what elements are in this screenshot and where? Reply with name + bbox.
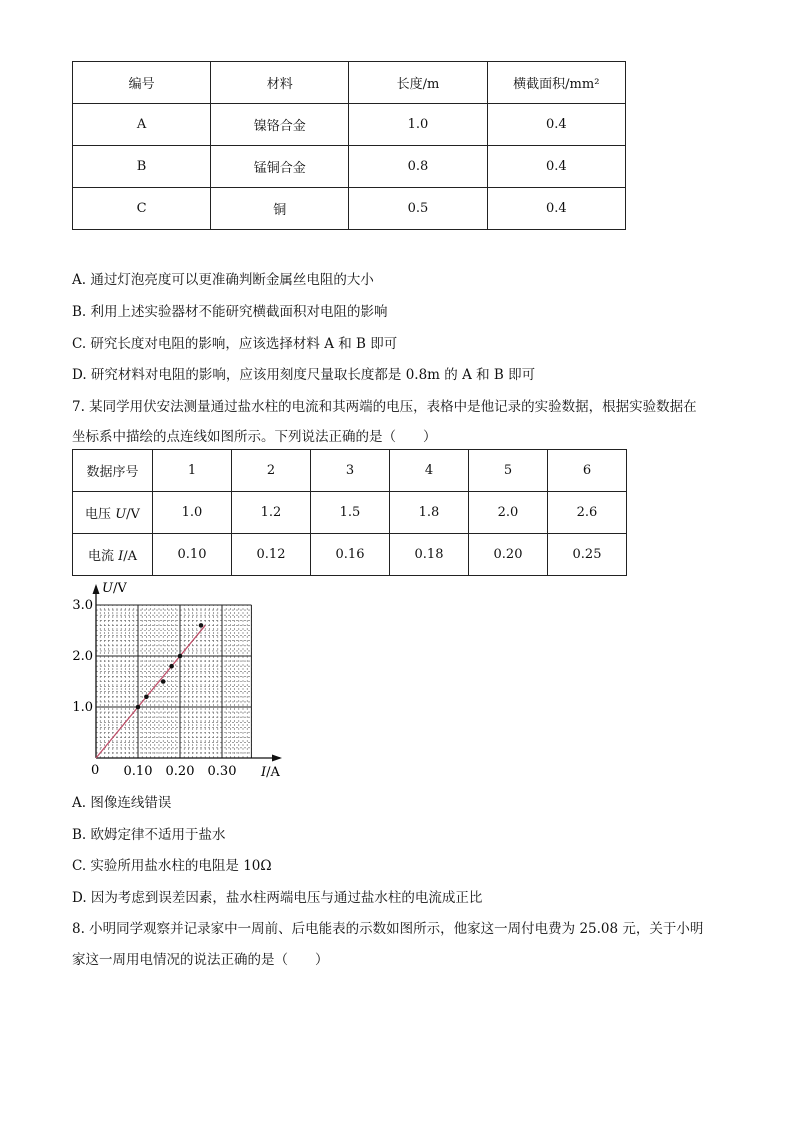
table-cell: 6: [548, 450, 627, 492]
x-tick-label: 0.30: [207, 764, 237, 779]
q7-option-c: C. 实验所用盐水柱的电阻是 10Ω: [72, 858, 272, 874]
table-cell: 0.10: [153, 534, 232, 576]
table-row: [73, 188, 626, 230]
q7-option-a: A. 图像连线错误: [72, 795, 172, 811]
table-cell: 0.4: [487, 104, 625, 146]
x-tick-label: 0.20: [165, 764, 195, 779]
table-row: [73, 534, 627, 576]
q7-option-b: B. 欧姆定律不适用于盐水: [72, 827, 226, 843]
table-row: [73, 104, 626, 146]
label-text: 电压: [85, 507, 116, 522]
table-cell: 0.25: [548, 534, 627, 576]
q7-stem-line1: 7. 某同学用伏安法测量通过盐水柱的电流和其两端的电压，表格中是他记录的实验数据，根据实验数据在: [72, 399, 697, 415]
grid-minor: [96, 605, 251, 758]
label-unit: /V: [126, 507, 140, 522]
row-label: [73, 492, 153, 534]
table-cell: 0.18: [390, 534, 469, 576]
q6-option-a: A. 通过灯泡亮度可以更准确判断金属丝电阻的大小: [72, 272, 374, 288]
table-cell: 5: [469, 450, 548, 492]
label-unit: /A: [123, 549, 138, 564]
q6-option-b: B. 利用上述实验器材不能研究横截面积对电阻的影响: [72, 304, 388, 320]
label-text: 电流: [87, 549, 119, 564]
table-header: 长度/m: [349, 62, 487, 104]
table-header: 横截面积/mm²: [487, 62, 625, 104]
table-cell: C: [73, 188, 211, 230]
table-cell: 1.5: [311, 492, 390, 534]
label-var: I: [118, 549, 124, 564]
x-axis-label: I/A: [261, 765, 280, 780]
table-cell: 1.8: [390, 492, 469, 534]
table-row: [73, 146, 626, 188]
y-tick-label: 1.0: [72, 700, 93, 715]
q6-option-c: C. 研究长度对电阻的影响，应该选择材料 A 和 B 即可: [72, 336, 398, 352]
table-cell: 0.5: [349, 188, 487, 230]
data-point: [136, 705, 141, 710]
table-cell: 镍铬合金: [211, 104, 349, 146]
table-cell: 2: [232, 450, 311, 492]
table-cell: 1: [153, 450, 232, 492]
table-cell: 3: [311, 450, 390, 492]
table-cell: 1.0: [349, 104, 487, 146]
q8-stem-line1: 8. 小明同学观察并记录家中一周前、后电能表的示数如图所示，他家这一周付电费为 25.08 元，关于小明: [72, 921, 704, 937]
label-var: U: [115, 507, 127, 522]
y-tick-label: 3.0: [72, 598, 93, 613]
table-cell: A: [73, 104, 211, 146]
table-cell: 0.16: [311, 534, 390, 576]
table-cell: 1.0: [153, 492, 232, 534]
table-cell: B: [73, 146, 211, 188]
q7-option-d: D. 因为考虑到误差因素，盐水柱两端电压与通过盐水柱的电流成正比: [72, 890, 483, 906]
y-axis-arrow: [93, 584, 100, 594]
table-cell: 0.12: [232, 534, 311, 576]
data-point: [199, 623, 204, 628]
materials-table: [72, 61, 626, 230]
table-cell: 1.2: [232, 492, 311, 534]
table-cell: 铜: [211, 188, 349, 230]
table-row: [73, 492, 627, 534]
data-point: [169, 664, 174, 669]
y-tick-label: 2.0: [72, 649, 93, 664]
table-row: [73, 62, 626, 104]
origin-label: 0: [91, 763, 100, 778]
row-label: 数据序号: [73, 450, 153, 492]
table-cell: 0.4: [487, 188, 625, 230]
axis-labels: [72, 581, 280, 780]
row-label: [73, 534, 153, 576]
q6-option-d: D. 研究材料对电阻的影响，应该用刻度尺量取长度都是 0.8m 的 A 和 B 即可: [72, 367, 536, 383]
x-axis-arrow: [272, 755, 282, 762]
table-header: 编号: [73, 62, 211, 104]
table-cell: 0.8: [349, 146, 487, 188]
table-cell: 2.0: [469, 492, 548, 534]
table-header: 材料: [211, 62, 349, 104]
table-row: [73, 450, 627, 492]
y-axis-label: U/V: [102, 581, 127, 596]
measurement-table: [72, 449, 627, 576]
u-i-graph: [66, 578, 296, 783]
q8-stem-line2: 家这一周用电情况的说法正确的是（ ）: [72, 952, 329, 968]
table-cell: 锰铜合金: [211, 146, 349, 188]
table-cell: 0.4: [487, 146, 625, 188]
table-cell: 0.20: [469, 534, 548, 576]
data-point: [161, 679, 166, 684]
data-point: [178, 654, 183, 659]
table-cell: 2.6: [548, 492, 627, 534]
table-cell: 4: [390, 450, 469, 492]
x-tick-label: 0.10: [123, 764, 153, 779]
data-point: [144, 695, 149, 700]
q7-stem-line2: 坐标系中描绘的点连线如图所示。下列说法正确的是（ ）: [72, 429, 437, 445]
